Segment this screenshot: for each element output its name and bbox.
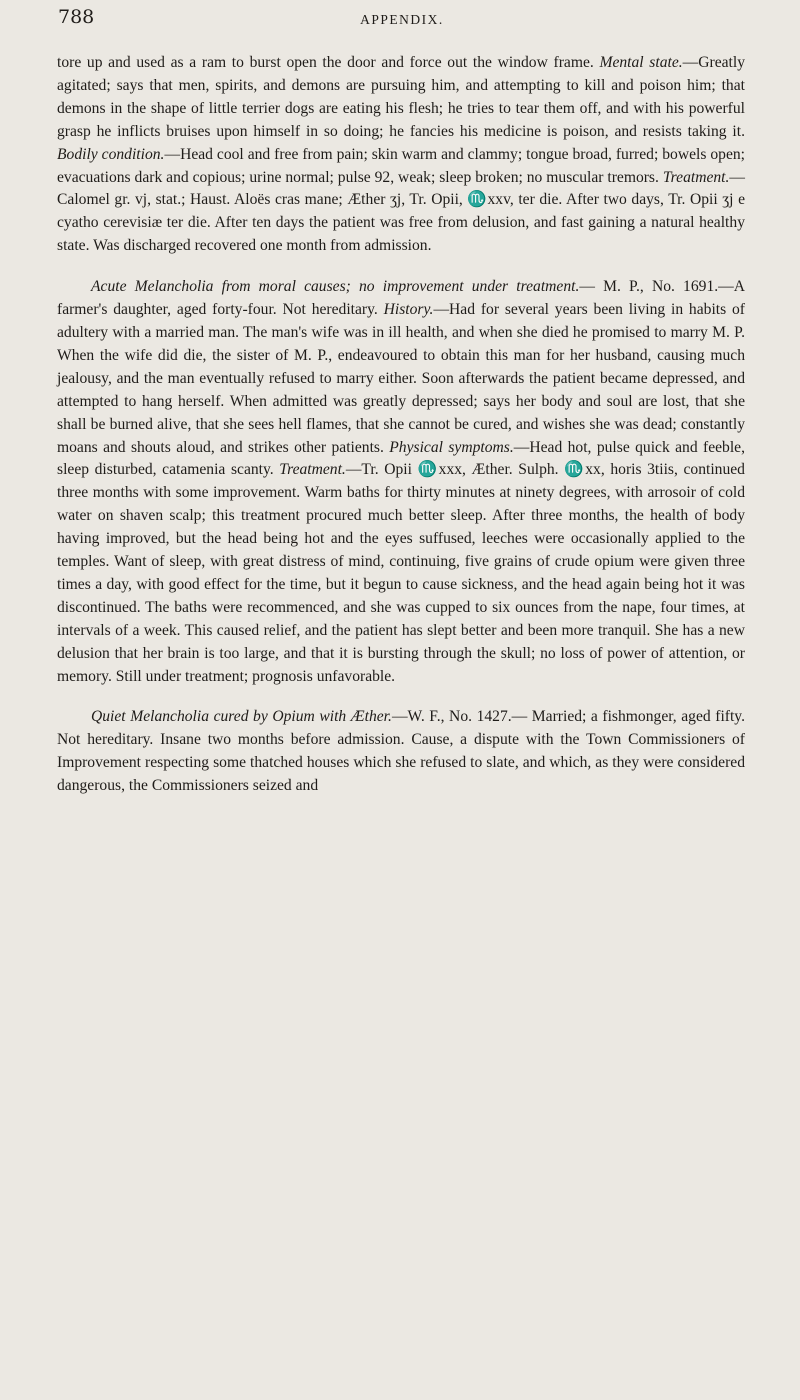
text-span: —W. F., No. 1427.— Married; a fishmonger, aged fifty. Not hereditary. Insane two months before admission. Cause, a dispute with the Town Commissioners of Improvement respecting some thatched houses which she refused to slate, and which, as they were considered dangerous, the Commissioners seized and xyxy=(57,708,745,795)
case-title-quiet-melancholia: Quiet Melancholia cured by Opium with Æther. xyxy=(91,708,392,726)
text-span: — M. P., No. 1691.—A farmer's daughter, aged forty-four. Not hereditary. xyxy=(57,278,746,319)
page-number: 788 xyxy=(58,6,95,28)
text-span: —Head cool and free from pain; skin warm and clammy; tongue broad, furred; bowels open; evacuations dark and copious; urine normal; pulse 92, weak; sleep broken; no muscular tremors. xyxy=(57,145,746,186)
paragraph-case-wf xyxy=(57,706,745,798)
text-span: —Head hot, pulse quick and feeble, sleep disturbed, catamenia scanty. xyxy=(57,438,746,479)
text-span: —Tr. Opii ♏xxx, Æther. Sulph. ♏xx, horis 3tiis, continued three months with some improvement. Warm baths for thirty minutes at ninety degrees, with arrosoir of cold water on shaven scalp; this treatment procured much better sleep. After three months, the health of body having improved, but the head being hot and the eyes suffused, leeches were occasionally applied to the temples. Want of sleep, with great distress of mind, continuing, five grains of crude opium were given three times a day, with good effect for the time, but it begun to cause sickness, and the head again being hot it was discontinued. The baths were recommenced, and she was cupped to six ounces from the nape, four times, at intervals of a week. This caused relief, and the patient has slept better and been more tranquil. She has a new delusion that her brain is too large, and that it is bursting through the skull; no loss of power of attention, or memory. Still under treatment; prognosis unfavorable. xyxy=(57,461,745,685)
subheading-bodily-condition: Bodily condition. xyxy=(57,145,165,163)
subheading-mental-state: Mental state. xyxy=(599,54,683,71)
case-title-acute-melancholia: Acute Melancholia from moral causes; no improvement under treatment. xyxy=(91,278,580,296)
text-span: —Calomel gr. vj, stat.; Haust. Aloës cras mane; Æther ʒj, Tr. Opii, ♏xxv, ter die. After two days, Tr. Opii ʒj e cyatho cerevisiæ ter die. After ten days the patient was free from delusion, and fast gaining a natural healthy state. Was discharged recovered one month from admission. xyxy=(57,168,745,255)
paragraph-case-continuation xyxy=(57,52,745,258)
body-text xyxy=(57,52,745,798)
subheading-treatment: Treatment. xyxy=(662,168,730,186)
subheading-physical-symptoms: Physical symptoms. xyxy=(389,438,514,456)
running-head: APPENDIX. xyxy=(360,12,444,27)
subheading-history: History. xyxy=(383,301,434,319)
paragraph-case-mp xyxy=(57,276,745,688)
text-span: —Greatly agitated; says that men, spirits, and demons are pursuing him, and attempting to kill and poison him; that demons in the shape of little terrier dogs are eating his flesh; he tries to tear them off, and with his powerful grasp he inflicts bruises upon himself in so doing; he fancies his medicine is poison, and resists taking it. xyxy=(57,54,746,140)
text-span: tore up and used as a ram to burst open the door and force out the window frame. xyxy=(57,54,600,71)
text-span: —Had for several years been living in habits of adultery with a married man. The man's wife was in ill health, and when she died he promised to marry M. P. When the wife did die, the sister of M. P., endeavoured to obtain this man for her husband, causing much jealousy, and the man eventually refused to marry either. Soon afterwards the patient became depressed, and attempted to hang herself. When admitted was greatly depressed; says her body and soul are lost, that she shall be burned alive, that she sees hell flames, that she cannot be cured, and wishes she was dead; constantly moans and shouts aloud, and strikes other patients. xyxy=(57,301,745,456)
subheading-treatment: Treatment. xyxy=(279,461,346,479)
